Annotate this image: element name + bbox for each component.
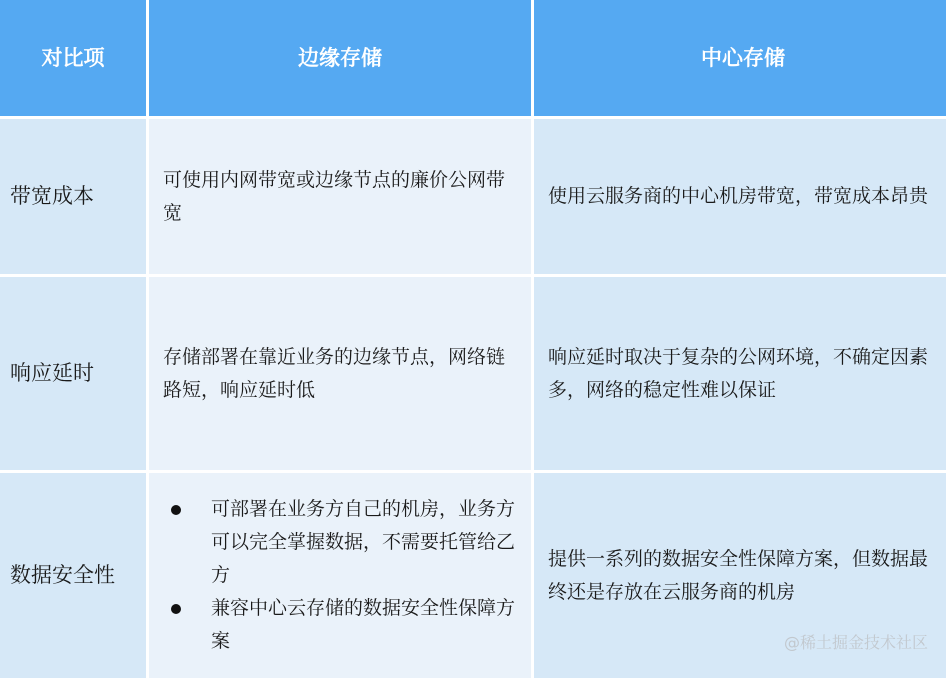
edge-bandwidth-text: 可使用内网带宽或边缘节点的廉价公网带宽 xyxy=(149,119,531,274)
watermark: @稀土掘金技术社区 xyxy=(783,633,928,652)
center-security-text: 提供一系列的数据安全性保障方案，但数据最终还是存放在云服务商的机房 xyxy=(534,473,946,678)
bullet-icon xyxy=(171,604,181,614)
list-item xyxy=(163,592,519,658)
bullet-text: 兼容中心云存储的数据安全性保障方案 xyxy=(211,597,516,652)
row-label-bandwidth: 带宽成本 xyxy=(0,119,146,274)
list-item xyxy=(163,493,519,592)
header-edge-storage: 边缘存储 xyxy=(149,0,531,116)
bullet-text: 可部署在业务方自己的机房，业务方可以完全掌握数据，不需要托管给乙方 xyxy=(211,498,516,586)
center-latency-text: 响应延时取决于复杂的公网环境，不确定因素多，网络的稳定性难以保证 xyxy=(534,277,946,470)
center-bandwidth-text: 使用云服务商的中心机房带宽，带宽成本昂贵 xyxy=(534,119,946,274)
header-compare-item: 对比项 xyxy=(0,0,146,116)
bullet-icon xyxy=(171,505,181,515)
edge-latency-text: 存储部署在靠近业务的边缘节点，网络链路短，响应延时低 xyxy=(149,277,531,470)
row-label-security: 数据安全性 xyxy=(0,473,146,678)
header-center-storage: 中心存储 xyxy=(534,0,946,116)
edge-security-list xyxy=(163,493,519,658)
row-label-latency: 响应延时 xyxy=(0,277,146,470)
edge-security-cell xyxy=(149,473,531,678)
